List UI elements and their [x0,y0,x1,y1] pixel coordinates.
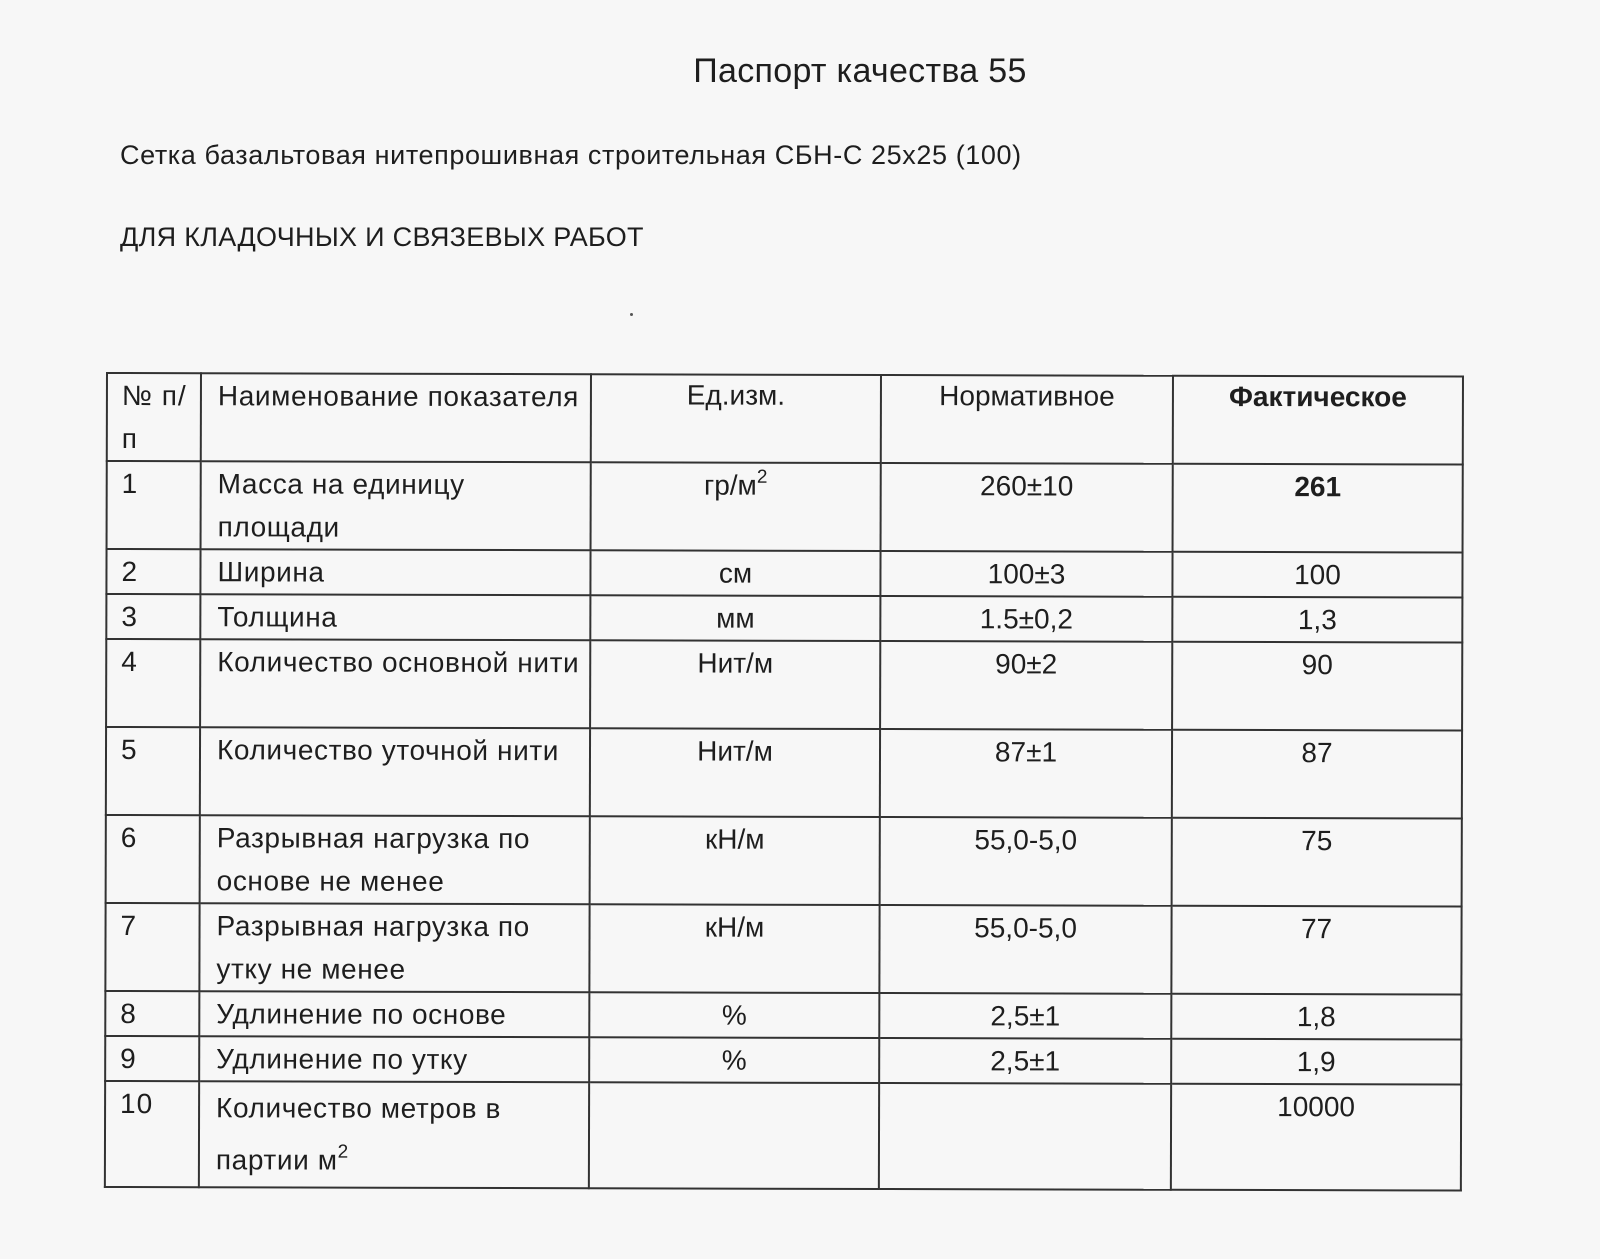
name-superscript: 2 [337,1141,349,1163]
row-num: 9 [105,1036,199,1081]
quality-table [104,372,1464,1192]
row-actual: 75 [1172,818,1462,907]
row-normative [879,1083,1171,1190]
row-num: 6 [106,815,200,903]
table-row [105,991,1461,1040]
row-name: Разрывная нагрузка по утку не менее [199,903,589,992]
row-unit: Нит/м [590,640,880,729]
product-purpose: ДЛЯ КЛАДОЧНЫХ И СВЯЗЕВЫХ РАБОТ [120,222,644,252]
row-unit: Нит/м [590,728,880,817]
row-actual: 1,9 [1171,1039,1461,1085]
row-name: Разрывная нагрузка по основе не менее [200,815,590,904]
row-normative: 2,5±1 [879,993,1171,1039]
document-title: Паспорт качества 55 [693,52,1027,90]
row-name: Удлинение по основе [199,991,589,1037]
row-num: 4 [106,639,200,727]
unit-base: гр/м [703,469,757,501]
table-row [106,549,1462,598]
row-unit [589,1082,879,1189]
row-unit: кН/м [589,904,879,993]
product-name: Сетка базальтовая нитепрошивная строительная СБН-С 25х25 (100) [120,140,1022,170]
row-normative: 100±3 [880,551,1172,597]
row-num: 2 [106,549,200,594]
table-row [105,1036,1461,1085]
name-base: Количество метров в партии м [215,1092,502,1176]
row-num: 1 [107,461,201,549]
row-unit [591,462,881,551]
row-unit: % [589,1037,879,1083]
row-name: Удлинение по утку [199,1036,589,1082]
row-normative: 90±2 [880,641,1172,730]
row-name [199,1081,589,1188]
row-normative: 55,0-5,0 [880,817,1172,906]
row-normative: 260±10 [881,463,1173,552]
row-actual: 87 [1172,730,1462,819]
row-name: Толщина [200,594,590,640]
table-row [106,594,1462,643]
row-unit: % [589,992,879,1038]
table-row [105,1081,1461,1191]
header-normative: Нормативное [881,375,1173,464]
row-normative: 1.5±0,2 [880,596,1172,642]
row-actual: 100 [1172,552,1462,598]
row-unit: мм [590,595,880,641]
row-num: 10 [105,1081,199,1187]
table-row [106,727,1462,819]
table-row [106,815,1462,907]
row-actual: 1,8 [1171,994,1461,1040]
scan-speck [630,313,633,316]
row-name: Количество основной нити [200,639,590,728]
row-actual: 90 [1172,642,1462,731]
row-actual: 1,3 [1172,597,1462,643]
row-num: 5 [106,727,200,815]
row-name: Количество уточной нити [200,727,590,816]
row-normative: 87±1 [880,729,1172,818]
row-unit: см [590,550,880,596]
row-normative: 2,5±1 [879,1038,1171,1084]
table-header-row [107,373,1463,465]
unit-superscript: 2 [756,466,768,488]
row-num: 8 [105,991,199,1036]
table-row [105,903,1461,995]
table-row [106,639,1462,731]
header-num: № п/п [107,373,201,461]
header-name: Наименование показателя [201,373,591,462]
row-name: Масса на единицу площади [201,461,591,550]
table-row [107,461,1463,553]
header-actual: Фактическое [1173,376,1463,465]
row-actual: 261 [1173,464,1463,553]
row-unit: кН/м [590,816,880,905]
row-actual: 10000 [1171,1084,1461,1191]
header-unit: Ед.изм. [591,374,881,463]
row-num: 7 [105,903,199,991]
row-normative: 55,0-5,0 [879,905,1171,994]
row-num: 3 [106,594,200,639]
row-name: Ширина [200,549,590,595]
row-actual: 77 [1171,906,1461,995]
